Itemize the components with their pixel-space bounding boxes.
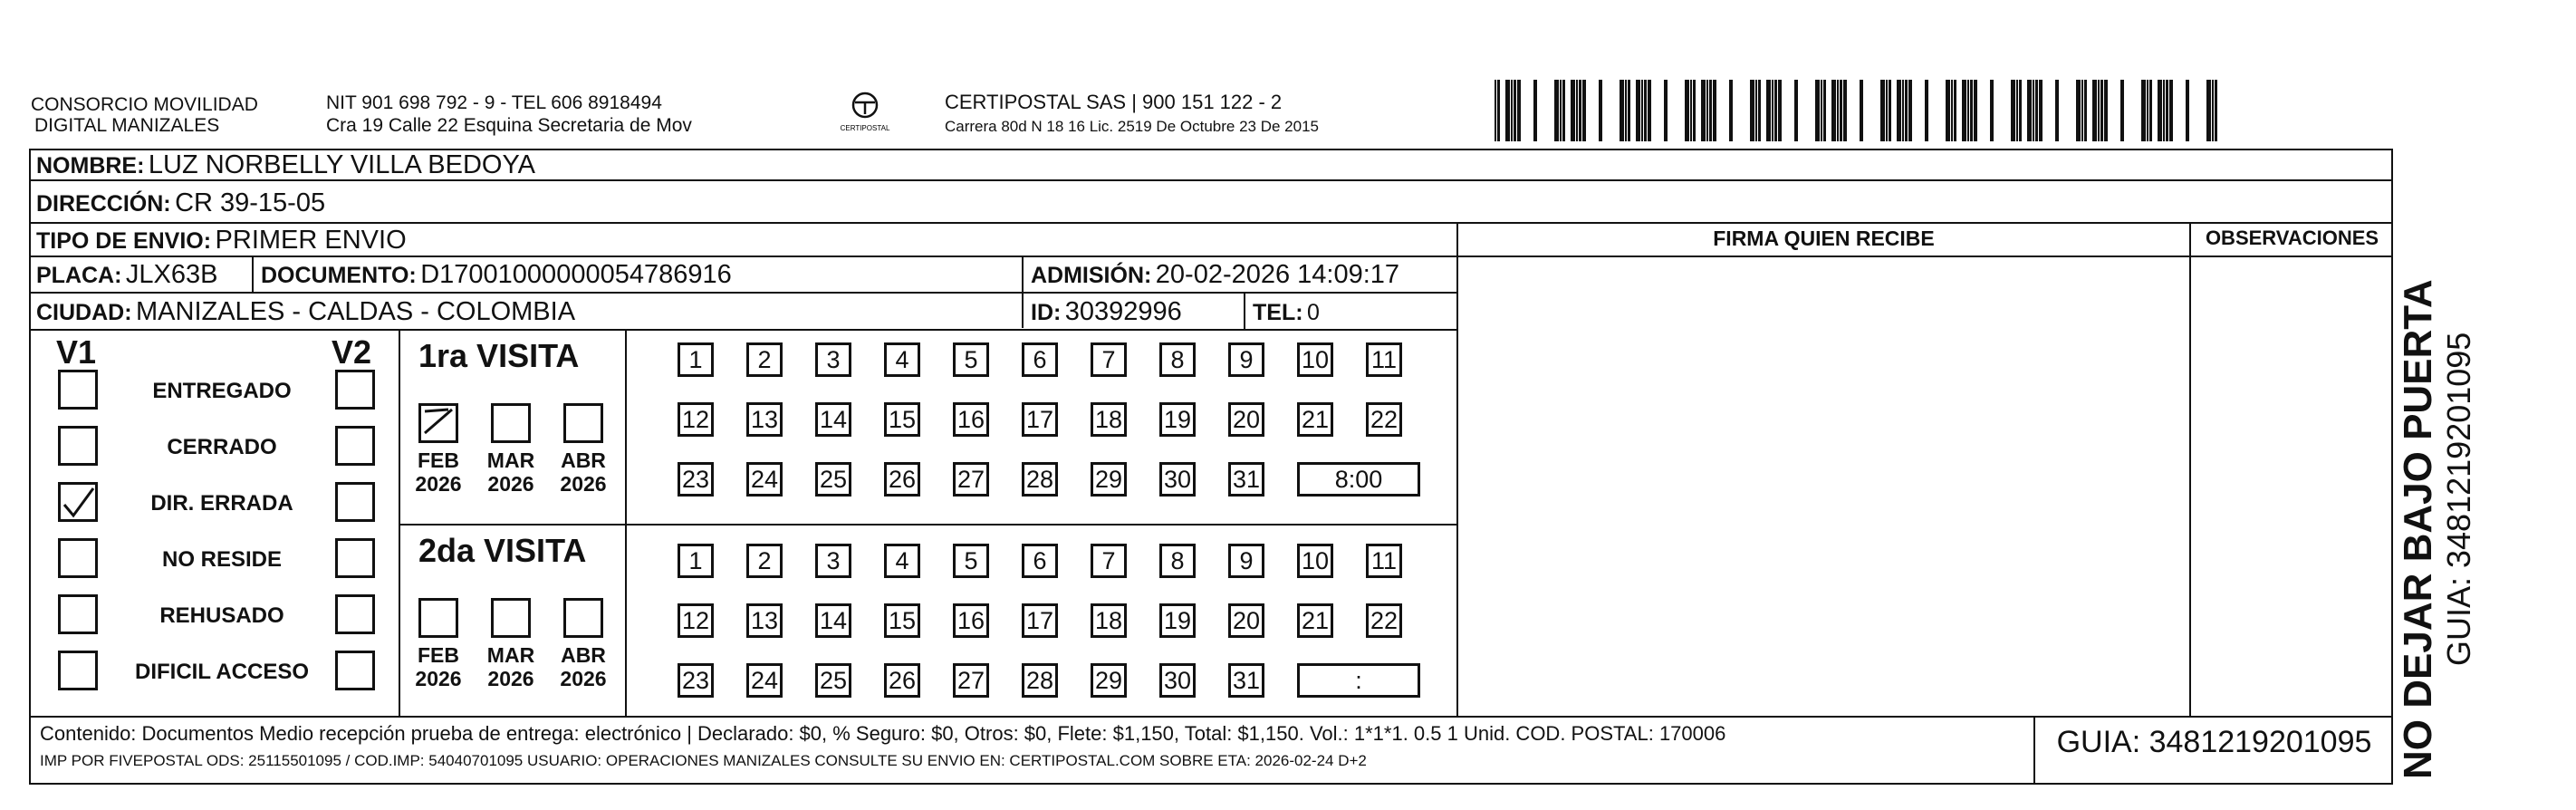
firma-label: FIRMA QUIEN RECIBE: [1713, 227, 1935, 250]
barcode-bar: [1517, 80, 1521, 141]
day-box[interactable]: 6: [1022, 342, 1058, 377]
barcode-bar: [1905, 80, 1908, 141]
barcode-bar: [2215, 80, 2217, 141]
barcode-bar: [1970, 80, 1973, 141]
day-box[interactable]: 14: [815, 603, 851, 638]
day-box[interactable]: 6: [1022, 544, 1058, 578]
day-box[interactable]: 5: [953, 342, 989, 377]
day-box[interactable]: 13: [746, 603, 783, 638]
barcode-bar: [2027, 80, 2032, 141]
svg-text:CERTIPOSTAL: CERTIPOSTAL: [840, 124, 890, 132]
barcode-bar: [1821, 80, 1822, 141]
barcode-bar: [1571, 80, 1575, 141]
second-visit-title: 2da VISITA: [418, 532, 587, 569]
observations-area[interactable]: [2191, 257, 2393, 716]
v1-checkbox[interactable]: [58, 426, 98, 466]
barcode-bar: [2120, 80, 2124, 141]
contenido-line: Contenido: Documentos Medio recepción prueba de entrega: electrónico | Declarado: $0, % Seguro: $0, Otros: $0, Flete: $1,150, Total: $1,150. Vol.: 1*1*1. 0.5 1 Unid. COD. POSTAL: 170006: [40, 722, 1726, 745]
day-box[interactable]: 16: [953, 402, 989, 437]
barcode-bar: [1625, 80, 1627, 141]
day-box[interactable]: 26: [884, 663, 920, 698]
barcode-bar: [1840, 80, 1842, 141]
placa-value: JLX63B: [125, 260, 218, 289]
day-box[interactable]: 23: [678, 663, 714, 698]
v1-checkbox[interactable]: [58, 538, 98, 578]
day-box[interactable]: 24: [746, 663, 783, 698]
day-box[interactable]: 28: [1022, 462, 1058, 497]
barcode-bar: [1990, 80, 1994, 141]
barcode-bar: [1560, 80, 1562, 141]
day-box[interactable]: 31: [1228, 663, 1264, 698]
signature-area[interactable]: [1458, 257, 2189, 716]
day-box[interactable]: 19: [1159, 603, 1196, 638]
barcode-bar: [1579, 80, 1581, 141]
day-box[interactable]: 2: [746, 544, 783, 578]
day-box[interactable]: 18: [1091, 402, 1127, 437]
day-box[interactable]: 20: [1228, 603, 1264, 638]
month-checkbox[interactable]: [491, 403, 531, 443]
company-address: Cra 19 Calle 22 Esquina Secretaria de Mov: [326, 115, 692, 136]
barcode-bar: [1794, 80, 1798, 141]
day-box[interactable]: 25: [815, 663, 851, 698]
day-box[interactable]: 16: [953, 603, 989, 638]
barcode-bar: [1843, 80, 1847, 141]
barcode-bar: [1495, 80, 1496, 141]
day-box[interactable]: 12: [678, 402, 714, 437]
day-box[interactable]: 11: [1366, 342, 1402, 377]
nombre-value: LUZ NORBELLY VILLA BEDOYA: [148, 150, 536, 179]
barcode-bar: [1889, 80, 1891, 141]
company-name-line2: DIGITAL MANIZALES: [34, 115, 220, 136]
id-label: ID:: [1031, 300, 1062, 325]
barcode-bar: [1902, 80, 1904, 141]
day-box[interactable]: 1: [678, 342, 714, 377]
barcode-bar: [2016, 80, 2018, 141]
status-option-label: CERRADO: [167, 435, 277, 459]
barcode-bar: [2098, 80, 2100, 141]
day-box[interactable]: 12: [678, 603, 714, 638]
day-box[interactable]: 30: [1159, 462, 1196, 497]
barcode-bar: [1620, 80, 1624, 141]
tel-label: TEL:: [1253, 300, 1303, 325]
ciudad-label: CIUDAD:: [36, 300, 132, 325]
day-box[interactable]: 15: [884, 603, 920, 638]
month-name: ABR: [561, 643, 606, 667]
day-box[interactable]: 23: [678, 462, 714, 497]
documento-label: DOCUMENTO:: [261, 263, 417, 288]
day-box[interactable]: 31: [1228, 462, 1264, 497]
barcode-bar: [1729, 80, 1733, 141]
month-name: MAR: [486, 448, 535, 472]
barcode-bar: [1772, 80, 1773, 141]
barcode-bar: [1967, 80, 1969, 141]
barcode-bar: [2147, 80, 2148, 141]
month-year: 2026: [487, 667, 534, 690]
barcode-bar: [2206, 80, 2211, 141]
day-box[interactable]: 17: [1022, 402, 1058, 437]
day-box[interactable]: 19: [1159, 402, 1196, 437]
day-box[interactable]: 1: [678, 544, 714, 578]
barcode-bar: [1946, 80, 1950, 141]
v2-checkbox[interactable]: [335, 482, 375, 522]
barcode-bar: [1880, 80, 1885, 141]
status-option-label: DIFICIL ACCESO: [134, 660, 309, 684]
barcode-bar: [2104, 80, 2108, 141]
v1-header: V1: [56, 333, 97, 371]
barcode-bar: [1709, 80, 1712, 141]
barcode-bar: [1831, 80, 1836, 141]
barcode-bar: [1774, 80, 1777, 141]
barcode-bar: [2092, 80, 2097, 141]
barcode-bar: [2100, 80, 2103, 141]
time-box[interactable]: :: [1297, 663, 1420, 698]
certipostal-logo: [833, 89, 897, 140]
barcode-bar: [2166, 80, 2168, 141]
barcode-bar: [1823, 80, 1826, 141]
barcode-bar: [1974, 80, 1977, 141]
month-year: 2026: [415, 472, 462, 496]
day-box[interactable]: 15: [884, 402, 920, 437]
v2-checkbox[interactable]: [335, 538, 375, 578]
day-box[interactable]: 10: [1297, 342, 1333, 377]
barcode-bar: [1897, 80, 1901, 141]
side-guia: GUIA: 3481219201095: [2440, 332, 2477, 666]
barcode-bar: [2035, 80, 2038, 141]
barcode-bar: [1837, 80, 1839, 141]
day-box[interactable]: 26: [884, 462, 920, 497]
barcode-bar: [1815, 80, 1820, 141]
day-box[interactable]: 9: [1228, 342, 1264, 377]
barcode-bar: [1514, 80, 1516, 141]
direccion-value: CR 39-15-05: [175, 188, 326, 217]
day-box[interactable]: 20: [1228, 402, 1264, 437]
barcode-bar: [1664, 80, 1668, 141]
day-box[interactable]: 18: [1091, 603, 1127, 638]
v2-header: V2: [332, 333, 372, 371]
day-box[interactable]: 22: [1366, 402, 1402, 437]
barcode-bar: [1497, 80, 1500, 141]
barcode-bar: [2081, 80, 2083, 141]
month-name: FEB: [418, 643, 459, 667]
barcode-bar: [2033, 80, 2034, 141]
barcode-bar: [2186, 80, 2189, 141]
barcode-bar: [2141, 80, 2146, 141]
v2-checkbox[interactable]: [335, 370, 375, 410]
nombre-label: NOMBRE:: [36, 153, 145, 178]
id-value: 30392996: [1064, 297, 1182, 326]
barcode-bar: [1554, 80, 1559, 141]
day-box[interactable]: 30: [1159, 663, 1196, 698]
month-checkbox[interactable]: [491, 598, 531, 638]
month-year: 2026: [560, 667, 607, 690]
month-name: FEB: [418, 448, 459, 472]
barcode-bar: [1766, 80, 1771, 141]
day-box[interactable]: 17: [1022, 603, 1058, 638]
barcode-bar: [1533, 80, 1537, 141]
barcode-bar: [2055, 80, 2059, 141]
day-box[interactable]: 5: [953, 544, 989, 578]
barcode-bar: [1599, 80, 1602, 141]
day-box[interactable]: 14: [815, 402, 851, 437]
barcode-bar: [1628, 80, 1630, 141]
tipo-envio-label: TIPO DE ENVIO:: [36, 228, 212, 254]
day-box[interactable]: 8: [1159, 342, 1196, 377]
barcode-bar: [1690, 80, 1692, 141]
time-box[interactable]: 8:00: [1297, 462, 1420, 497]
barcode-bar: [1582, 80, 1586, 141]
day-box[interactable]: 4: [884, 342, 920, 377]
barcode-bar: [1750, 80, 1754, 141]
month-year: 2026: [560, 472, 607, 496]
barcode-bar: [1860, 80, 1863, 141]
barcode-bar: [1778, 80, 1782, 141]
ciudad-value: MANIZALES - CALDAS - COLOMBIA: [136, 297, 576, 326]
month-year: 2026: [415, 667, 462, 690]
day-box[interactable]: 29: [1091, 663, 1127, 698]
barcode-bar: [1576, 80, 1578, 141]
first-visit-title: 1ra VISITA: [418, 337, 580, 374]
barcode-bar: [1962, 80, 1966, 141]
barcode-bar: [1644, 80, 1647, 141]
barcode-bar: [2011, 80, 2015, 141]
day-box[interactable]: 11: [1366, 544, 1402, 578]
barcode-bar: [1562, 80, 1565, 141]
barcode: [1495, 80, 2228, 141]
v1-checkbox[interactable]: [58, 594, 98, 634]
barcode-bar: [1755, 80, 1757, 141]
barcode-bar: [2039, 80, 2043, 141]
day-box[interactable]: 7: [1091, 544, 1127, 578]
carrier-license: Carrera 80d N 18 16 Lic. 2519 De Octubre 23 De 2015: [945, 118, 1319, 135]
barcode-bar: [1685, 80, 1689, 141]
status-option-label: DIR. ERRADA: [150, 491, 293, 516]
month-checkbox[interactable]: [563, 598, 603, 638]
direccion-label: DIRECCIÓN:: [36, 191, 171, 217]
barcode-bar: [2149, 80, 2152, 141]
month-year: 2026: [487, 472, 534, 496]
company-name-line1: CONSORCIO MOVILIDAD: [31, 94, 258, 115]
barcode-bar: [2163, 80, 2165, 141]
v2-checkbox[interactable]: [335, 594, 375, 634]
carrier-name: CERTIPOSTAL SAS | 900 151 122 - 2: [945, 91, 1283, 113]
day-box[interactable]: 8: [1159, 544, 1196, 578]
month-name: ABR: [561, 448, 606, 472]
barcode-bar: [1954, 80, 1956, 141]
documento-value: D17001000000054786916: [420, 260, 732, 289]
placa-label: PLACA:: [36, 263, 122, 288]
day-box[interactable]: 25: [815, 462, 851, 497]
barcode-bar: [1758, 80, 1761, 141]
guia-box: GUIA: 3481219201095: [2056, 725, 2372, 759]
no-dejar-warning: NO DEJAR BAJO PUERTA: [2396, 279, 2440, 779]
v1-checkbox[interactable]: [58, 482, 98, 522]
barcode-bar: [2212, 80, 2214, 141]
barcode-bar: [1706, 80, 1708, 141]
v2-checkbox[interactable]: [335, 426, 375, 466]
barcode-bar: [1641, 80, 1643, 141]
barcode-bar: [2169, 80, 2173, 141]
barcode-bar: [1886, 80, 1888, 141]
day-box[interactable]: 7: [1091, 342, 1127, 377]
day-box[interactable]: 3: [815, 544, 851, 578]
barcode-bar: [1505, 80, 1510, 141]
barcode-bar: [2158, 80, 2162, 141]
day-box[interactable]: 9: [1228, 544, 1264, 578]
barcode-bar: [1701, 80, 1706, 141]
admision-value: 20-02-2026 14:09:17: [1155, 260, 1400, 289]
day-box[interactable]: 10: [1297, 544, 1333, 578]
barcode-bar: [2019, 80, 2022, 141]
barcode-bar: [1693, 80, 1696, 141]
barcode-bar: [1925, 80, 1928, 141]
day-box[interactable]: 27: [953, 462, 989, 497]
day-box[interactable]: 28: [1022, 663, 1058, 698]
v1-checkbox[interactable]: [58, 370, 98, 410]
day-box[interactable]: 29: [1091, 462, 1127, 497]
barcode-bar: [1511, 80, 1513, 141]
day-box[interactable]: 3: [815, 342, 851, 377]
day-box[interactable]: 13: [746, 402, 783, 437]
month-checkbox[interactable]: [418, 403, 458, 443]
barcode-bar: [1908, 80, 1912, 141]
month-checkbox[interactable]: [418, 598, 458, 638]
month-name: MAR: [486, 643, 535, 667]
day-box[interactable]: 21: [1297, 402, 1333, 437]
tipo-envio-value: PRIMER ENVIO: [215, 226, 407, 255]
barcode-bar: [1636, 80, 1640, 141]
admision-label: ADMISIÓN:: [1031, 263, 1152, 288]
barcode-bar: [1648, 80, 1651, 141]
observaciones-label: OBSERVACIONES: [2205, 227, 2379, 249]
v2-checkbox[interactable]: [335, 651, 375, 690]
day-box[interactable]: 22: [1366, 603, 1402, 638]
barcode-bar: [1713, 80, 1716, 141]
day-box[interactable]: 21: [1297, 603, 1333, 638]
day-box[interactable]: 2: [746, 342, 783, 377]
day-box[interactable]: 24: [746, 462, 783, 497]
barcode-bar: [2076, 80, 2081, 141]
day-box[interactable]: 4: [884, 544, 920, 578]
month-checkbox[interactable]: [563, 403, 603, 443]
company-nit: NIT 901 698 792 - 9 - TEL 606 8918494: [326, 92, 662, 113]
status-option-label: NO RESIDE: [161, 547, 283, 572]
day-box[interactable]: 27: [953, 663, 989, 698]
barcode-bar: [1951, 80, 1953, 141]
status-option-label: ENTREGADO: [152, 379, 292, 403]
status-option-label: REHUSADO: [159, 603, 284, 628]
tel-value: 0: [1307, 300, 1320, 325]
barcode-bar: [2084, 80, 2087, 141]
v1-checkbox[interactable]: [58, 651, 98, 690]
imp-line: IMP POR FIVEPOSTAL ODS: 25115501095 / COD.IMP: 54040701095 USUARIO: OPERACIONES MANIZALES CONSULTE SU ENVIO EN: CERTIPOSTAL.COM SOBRE ETA: 2026-02-24 D+2: [40, 752, 1367, 769]
